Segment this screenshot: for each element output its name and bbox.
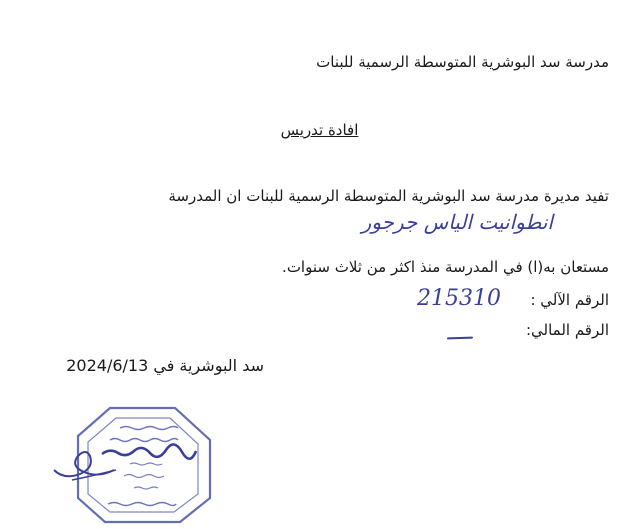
handwritten-teacher-name: انطوانيت الياس جرجور <box>361 210 553 234</box>
school-name-header: مدرسة سد البوشرية المتوسطة الرسمية للبنات <box>316 53 609 71</box>
document-title: افادة تدريس <box>280 121 359 139</box>
financial-number-label: الرقم المالي: <box>525 321 609 339</box>
handwritten-dash <box>447 337 473 340</box>
school-stamp-icon <box>50 400 220 525</box>
body-text-line-1: تفيد مديرة مدرسة سد البوشرية المتوسطة الرسمية للبنات ان المدرسة <box>168 187 609 205</box>
body-text-line-2: مستعان به(ا) في المدرسة منذ اكثر من ثلاث سنوات. <box>282 258 609 276</box>
date-line: سد البوشرية في 2024/6/13 <box>66 356 264 375</box>
stamp-signature-graphic <box>50 400 220 525</box>
computer-number-label: الرقم الآلي : <box>530 291 609 309</box>
handwritten-computer-number: 215310 <box>417 286 501 311</box>
